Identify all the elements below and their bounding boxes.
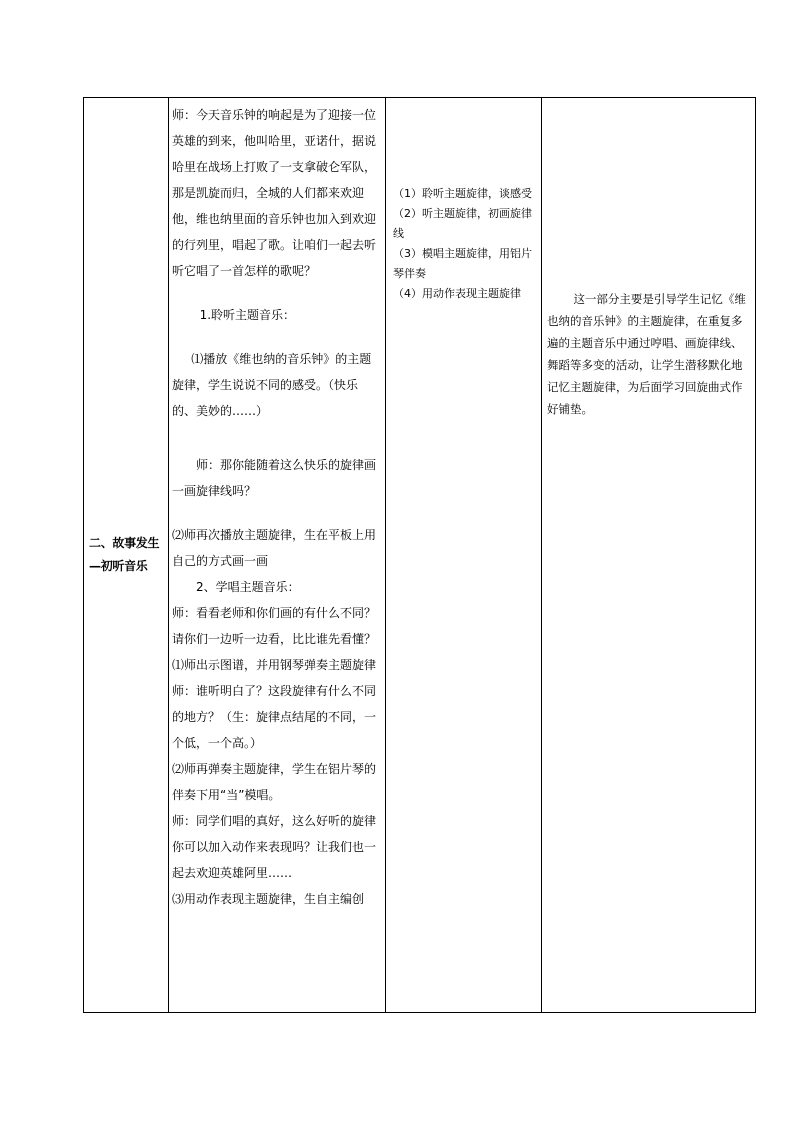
activity-item: （1）聆听主题旋律，谈感受 [393, 187, 532, 200]
lesson-plan-table [83, 97, 756, 1013]
activity-item: （3）模唱主题旋律，用铝片琴伴奏 [393, 247, 532, 280]
process-paragraph: 师：同学们唱的真好，这么好听的旋律你可以加入动作来表现吗？让我们也一起去欢迎英雄阿里…… [172, 814, 377, 880]
teaching-process-cell [168, 98, 385, 1012]
activity-item: （2）听主题旋律，初画旋律线 [393, 207, 532, 240]
process-paragraph: ⑴播放《维也纳的音乐钟》的主题旋律，学生说说不同的感受。（快乐的、美妙的……） [172, 352, 372, 418]
process-paragraph: 师：那你能随着这么快乐的旋律画一画旋律线吗？ [172, 458, 377, 498]
process-heading: 2、学唱主题音乐： [196, 580, 300, 594]
activity-item: （4）用动作表现主题旋律 [393, 287, 521, 300]
section-label: 二、故事发生—初听音乐 [89, 536, 160, 573]
student-activity-cell [385, 98, 541, 1012]
process-paragraph: ⑵师再次播放主题旋律，生在平板上用自己的方式画一画 [172, 528, 377, 568]
process-paragraph: 师：今天音乐钟的响起是为了迎接一位英雄的到来，他叫哈里，亚诺什，据说哈里在战场上打败了一支拿破仑军队，那是凯旋而归，全城的人们都来欢迎他，维也纳里面的音乐钟也加入到欢迎的行列里，唱起了歌。让咱们一起去听听它唱了一首怎样的歌呢？ [172, 108, 377, 278]
process-paragraph: 师：谁听明白了？这段旋律有什么不同的地方？（生：旋律点结尾的不同，一个低，一个高。） [172, 684, 377, 750]
process-paragraph: ⑶用动作表现主题旋律，生自主编创 [172, 892, 365, 906]
design-intent-text: 这一部分主要是引导学生记忆《维也纳的音乐钟》的主题旋律，在重复多遍的主题音乐中通过哼唱、画旋律线、舞蹈等多变的活动，让学生潜移默化地记忆主题旋律，为后面学习回旋曲式作好铺垫。 [547, 292, 746, 416]
process-paragraph: ⑵师再弹奏主题旋律，学生在铝片琴的伴奏下用“当”模唱。 [172, 762, 377, 802]
process-heading: 1.聆听主题音乐： [199, 308, 296, 322]
design-intent-cell [541, 98, 757, 1012]
process-paragraph: ⑴师出示图谱，并用钢琴弹奏主题旋律 [172, 658, 377, 672]
process-paragraph: 师：看看老师和你们画的有什么不同？请你们一边听一边看，比比谁先看懂？ [172, 606, 377, 646]
section-label-cell [84, 98, 168, 1012]
